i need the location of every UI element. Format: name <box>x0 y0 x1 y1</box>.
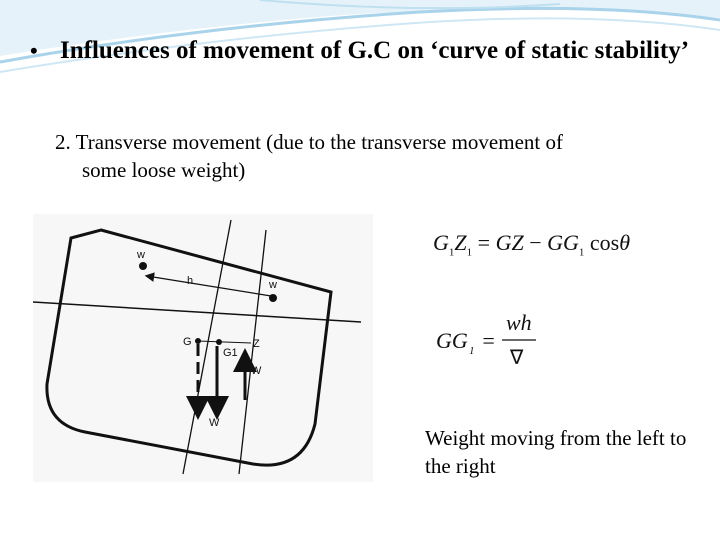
label-w-right: w <box>269 279 277 291</box>
eq1-theta: θ <box>619 230 631 255</box>
label-w-left: w <box>137 249 145 261</box>
label-W-down: W <box>209 417 220 429</box>
eq1-GZ: GZ <box>495 230 524 255</box>
ship-section-diagram <box>33 214 373 482</box>
eq2-numerator: wh <box>506 310 532 335</box>
bullet-dot: • <box>30 38 38 63</box>
weight-right-dot <box>269 294 277 302</box>
label-G1: G1 <box>223 347 238 359</box>
slide-title <box>32 34 692 68</box>
caption: Weight moving from the left to the right <box>425 426 687 478</box>
eq1-sub1: 1 <box>448 246 455 259</box>
label-W-up: W <box>251 365 262 377</box>
weight-left-dot <box>139 262 147 270</box>
label-h: h <box>187 275 194 287</box>
subtitle-line-2: some loose weight) <box>82 158 246 182</box>
eq2-equals: = <box>481 328 496 353</box>
waterline <box>33 302 361 322</box>
eq1-GG: GG <box>547 230 579 255</box>
eq2-sub1: 1 <box>469 345 475 357</box>
ship-section-figure <box>33 214 373 482</box>
GZ-line <box>198 341 251 343</box>
label-G: G <box>183 336 192 348</box>
subtitle-line-1: 2. Transverse movement (due to the transverse movement of <box>55 130 563 154</box>
eq1-minus: − <box>529 230 542 255</box>
equation-gg1 <box>436 310 546 380</box>
eq1-sub3: 1 <box>578 246 585 259</box>
eq1-sub2: 1 <box>466 246 473 259</box>
eq1-equals: = <box>477 230 491 255</box>
h-arrow <box>147 276 271 296</box>
eq1-G: G <box>433 230 449 255</box>
eq1-cos: cos <box>589 230 620 255</box>
eq2-svg <box>436 310 546 374</box>
label-Z: Z <box>253 338 260 350</box>
eq2-GG: GG <box>436 328 468 353</box>
centerline-2 <box>239 230 266 474</box>
slide-title-text: Influences of movement of G.C on ‘curve of static stability’ <box>60 37 690 64</box>
eq1-Z: Z <box>454 230 467 255</box>
equation-righting-arm <box>433 230 630 258</box>
subtitle <box>55 128 675 184</box>
eq2-denominator: ∇ <box>510 345 524 369</box>
